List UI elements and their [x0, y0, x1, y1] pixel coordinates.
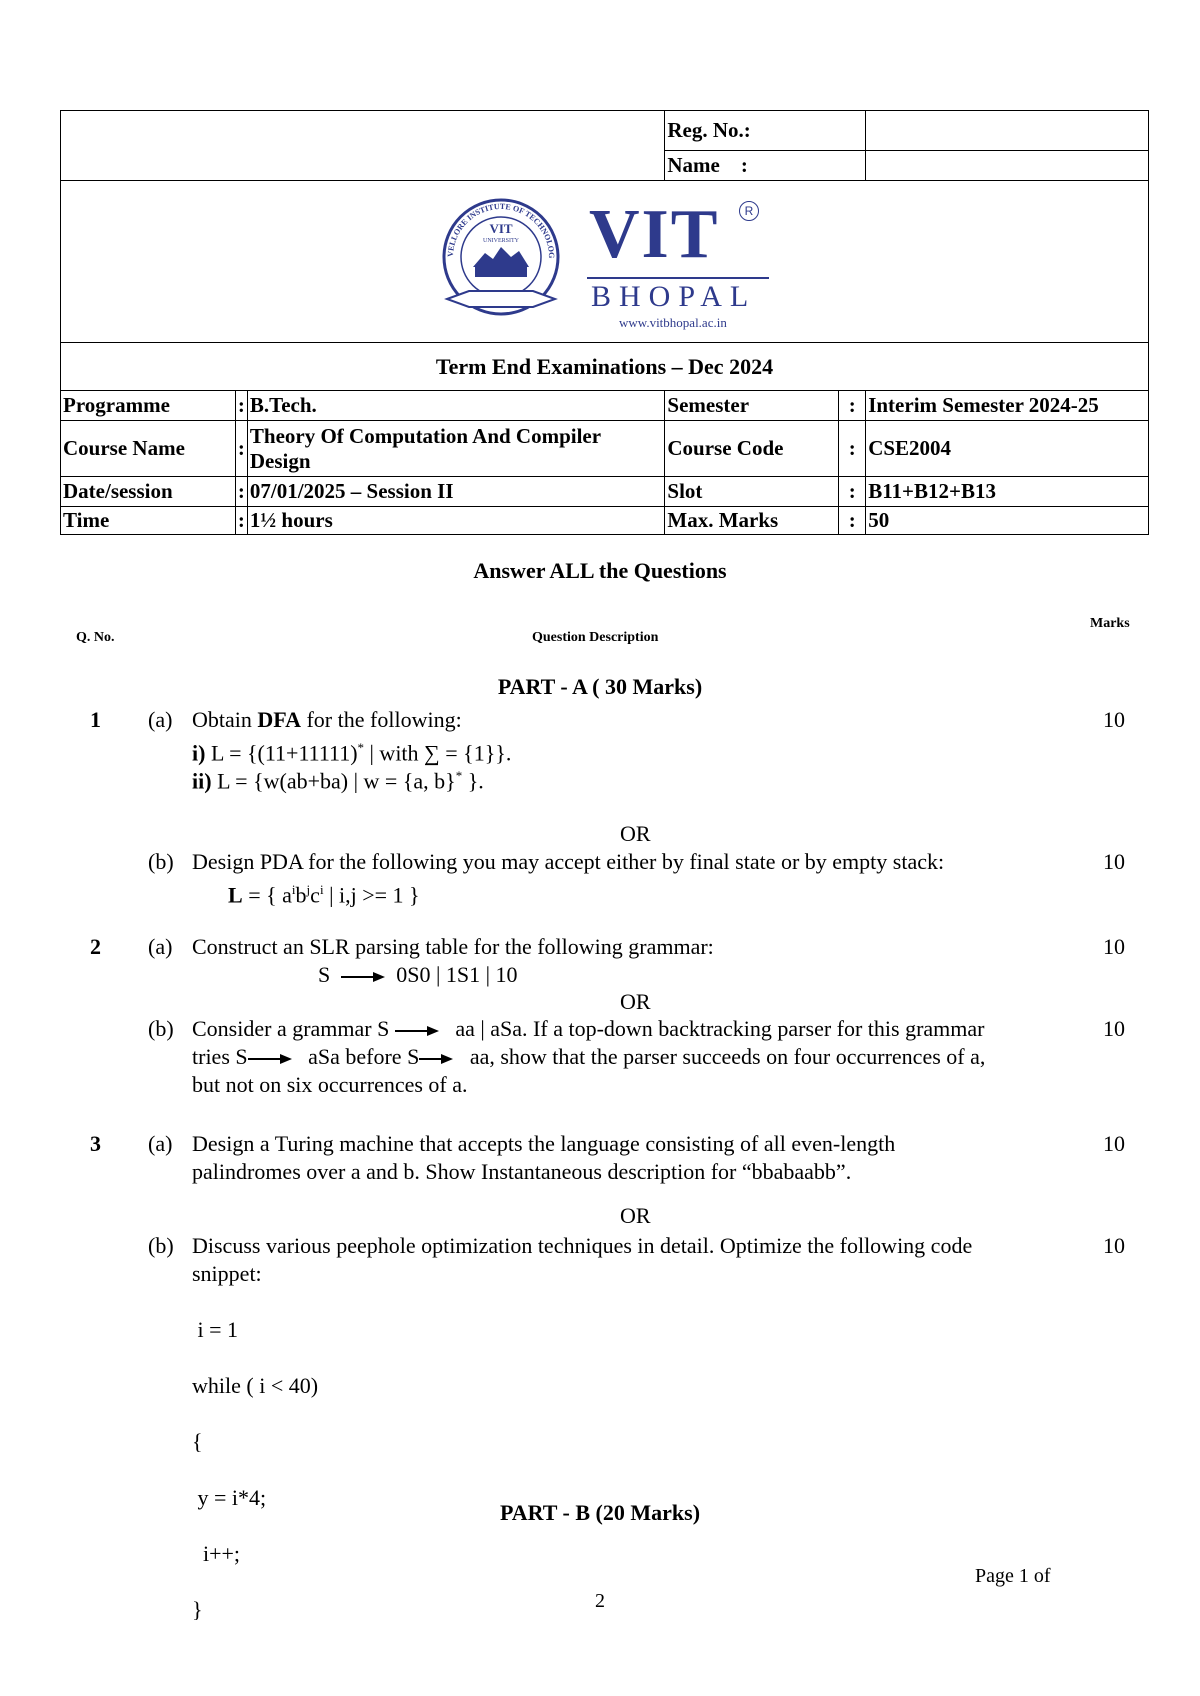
reg-value — [866, 111, 1149, 151]
logo-cell — [61, 181, 1149, 343]
brand-vit: VIT — [589, 196, 720, 273]
brand-divider — [587, 277, 769, 279]
q2a-label: (a) — [148, 934, 173, 959]
col-desc: Question Description — [532, 630, 659, 645]
header-table — [60, 110, 1149, 535]
brand-city: BHOPAL — [591, 280, 757, 313]
q2-number: 2 — [90, 934, 101, 959]
page-of: Page 1 of — [975, 1565, 1051, 1587]
max-marks-value: 50 — [866, 507, 1149, 535]
q1a-part-ii: ii) L = {w(ab+ba) | w = {a, b}* }. — [192, 768, 484, 794]
q3a-label: (a) — [148, 1131, 173, 1156]
colon: : — [235, 421, 247, 477]
arrow-icon — [341, 972, 385, 982]
q3-number: 3 — [90, 1131, 101, 1156]
q2a-production: S 0S0 | 1S1 | 10 — [318, 962, 518, 987]
page-total: 2 — [595, 1590, 605, 1612]
q3b-marks: 10 — [1103, 1233, 1125, 1258]
colon: : — [839, 477, 866, 507]
q2b-line1: Consider a grammar S aa | aSa. If a top-down backtracking parser for this grammar — [192, 1016, 985, 1041]
or-q1: OR — [620, 821, 651, 846]
q3a-line1: Design a Turing machine that accepts the language consisting of all even-length — [192, 1131, 896, 1156]
colon: : — [235, 507, 247, 535]
q2b-line2: tries S aSa before S aa, show that the parser succeeds on four occurrences of a, — [192, 1044, 986, 1069]
col-marks: Marks — [1090, 616, 1130, 631]
q3a-marks: 10 — [1103, 1131, 1125, 1156]
colon: : — [235, 391, 247, 421]
registered-mark-icon: R — [739, 201, 759, 221]
code-line: while ( i < 40) — [192, 1373, 319, 1398]
time-value: 1½ hours — [247, 507, 665, 535]
vit-logo — [439, 195, 769, 330]
part-b-heading: PART - B (20 Marks) — [499, 1500, 701, 1525]
time-label: Time — [61, 507, 236, 535]
q1a-marks: 10 — [1103, 707, 1125, 732]
slot-value: B11+B12+B13 — [866, 477, 1149, 507]
semester-label: Semester — [665, 391, 839, 421]
reg-label: Reg. No.: — [665, 111, 866, 151]
colon: : — [839, 391, 866, 421]
q3b-line1: Discuss various peephole optimization techniques in detail. Optimize the following code — [192, 1233, 973, 1258]
arrow-icon — [419, 1054, 453, 1064]
arrow-icon — [248, 1054, 292, 1064]
part-a-heading: PART - A ( 30 Marks) — [497, 674, 703, 699]
q3b-line2: snippet: — [192, 1261, 262, 1286]
q2b-label: (b) — [148, 1016, 174, 1041]
name-blank — [61, 151, 665, 181]
colon: : — [235, 477, 247, 507]
date-label: Date/session — [61, 477, 236, 507]
code-line: y = i*4; — [192, 1485, 267, 1510]
q1b-text: Design PDA for the following you may accept either by final state or by empty stack: — [192, 849, 945, 874]
name-value — [866, 151, 1149, 181]
or-q3: OR — [620, 1203, 651, 1228]
q2b-line3: but not on six occurrences of a. — [192, 1072, 468, 1097]
q1a-label: (a) — [148, 707, 173, 732]
q2a-marks: 10 — [1103, 934, 1125, 959]
course-name-label: Course Name — [61, 421, 236, 477]
course-name-value: Theory Of Computation And Compiler Design — [247, 421, 665, 477]
seal-sub-text: UNIVERSITY — [483, 238, 519, 244]
reg-blank — [61, 111, 665, 151]
q1-number: 1 — [90, 707, 101, 732]
course-code-value: CSE2004 — [866, 421, 1149, 477]
code-line: { — [192, 1429, 203, 1454]
course-code-label: Course Code — [665, 421, 839, 477]
colon: : — [839, 507, 866, 535]
seal-center-text: VIT — [489, 221, 513, 236]
q1b-label: (b) — [148, 849, 174, 874]
col-qno: Q. No. — [76, 630, 115, 645]
q1a-part-i: i) L = {(11+11111)* | with ∑ = {1}}. — [192, 740, 512, 766]
arrow-icon — [395, 1026, 439, 1036]
seal-ring-text: VELLORE INSTITUTE OF TECHNOLOG — [445, 201, 557, 259]
exam-title: Term End Examinations – Dec 2024 — [61, 343, 1149, 391]
code-line: i = 1 — [192, 1317, 239, 1342]
slot-label: Slot — [665, 477, 839, 507]
date-value: 07/01/2025 – Session II — [247, 477, 665, 507]
name-label: Name : — [665, 151, 866, 181]
q1a-text: Obtain DFA for the following: — [192, 707, 462, 732]
q1b-marks: 10 — [1103, 849, 1125, 874]
brand-url: www.vitbhopal.ac.in — [619, 315, 727, 330]
q3b-label: (b) — [148, 1233, 174, 1258]
q2a-text: Construct an SLR parsing table for the following grammar: — [192, 934, 714, 959]
q1b-formula: L = { $a^ib^jc^i$ | i,j >= 1 } — [228, 882, 420, 908]
programme-label: Programme — [61, 391, 236, 421]
instructions: Answer ALL the Questions — [473, 558, 727, 583]
q2b-marks: 10 — [1103, 1016, 1125, 1041]
programme-value: B.Tech. — [247, 391, 665, 421]
max-marks-label: Max. Marks — [665, 507, 839, 535]
or-q2: OR — [620, 989, 651, 1014]
code-line: i++; — [192, 1541, 241, 1566]
q3a-line2: palindromes over a and b. Show Instantaneous description for “bbabaabb”. — [192, 1159, 852, 1184]
colon: : — [839, 421, 866, 477]
code-line: } — [192, 1597, 203, 1622]
university-seal-icon — [439, 195, 569, 325]
semester-value: Interim Semester 2024-25 — [866, 391, 1149, 421]
